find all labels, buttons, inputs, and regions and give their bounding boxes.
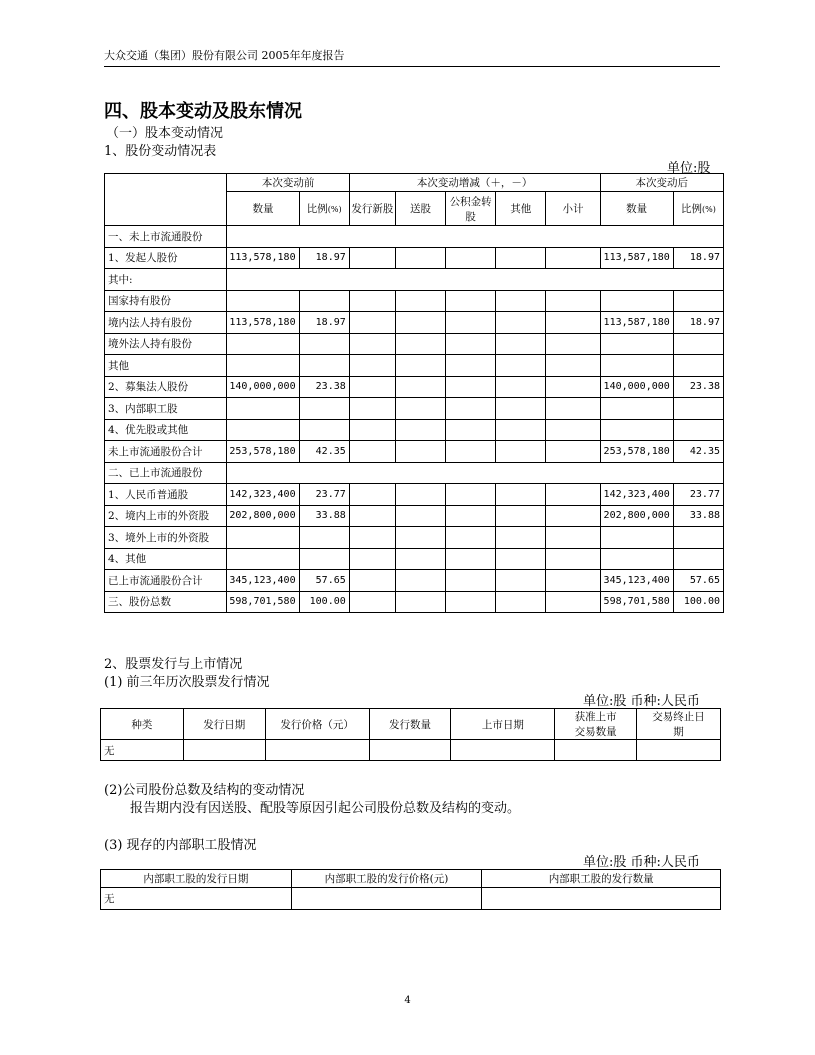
pct-label: (%) xyxy=(327,205,342,214)
header-new-shares: 发行新股 xyxy=(349,192,395,226)
ratio-label: 比例 xyxy=(306,203,328,215)
header-ratio xyxy=(299,192,349,226)
change-cell xyxy=(349,247,395,269)
table-row xyxy=(105,548,724,570)
emp-cell xyxy=(482,888,721,910)
change-cell xyxy=(546,398,600,420)
qty-after xyxy=(600,548,673,570)
subsection-title: （一）股本变动情况 xyxy=(106,126,224,141)
qty-after xyxy=(600,333,673,355)
qty-before: 113,578,180 xyxy=(227,312,299,334)
issue-h-qty: 发行数量 xyxy=(369,709,451,740)
ratio-after xyxy=(673,355,723,377)
header-change: 本次变动增减（＋，－） xyxy=(349,174,600,192)
change-cell xyxy=(446,398,496,420)
row-span-cell xyxy=(227,226,724,248)
ratio-after xyxy=(673,527,723,549)
change-cell xyxy=(395,570,445,592)
row-span-cell xyxy=(227,462,724,484)
change-cell xyxy=(496,312,546,334)
row-label: 一、未上市流通股份 xyxy=(105,226,227,248)
change-cell xyxy=(496,247,546,269)
section-title: 四、股本变动及股东情况 xyxy=(104,101,302,122)
change-cell xyxy=(395,355,445,377)
ratio-after: 100.00 xyxy=(673,591,723,613)
issue-table xyxy=(100,708,721,761)
qty-after: 142,323,400 xyxy=(600,484,673,506)
row-label: 1、发起人股份 xyxy=(105,247,227,269)
issue-h-price: 发行价格（元） xyxy=(265,709,369,740)
change-cell xyxy=(446,548,496,570)
ratio-after: 23.77 xyxy=(673,484,723,506)
issue-unit: 单位:股 币种:人民币 xyxy=(583,694,700,709)
table-row xyxy=(105,269,724,291)
table-row xyxy=(105,462,724,484)
issue-h-date: 发行日期 xyxy=(183,709,265,740)
qty-after: 253,578,180 xyxy=(600,441,673,463)
issue-cell xyxy=(369,740,451,761)
change-cell xyxy=(446,484,496,506)
change-cell xyxy=(349,376,395,398)
change-cell xyxy=(395,591,445,613)
change-cell xyxy=(395,548,445,570)
qty-after xyxy=(600,419,673,441)
change-cell xyxy=(546,376,600,398)
qty-before xyxy=(227,333,299,355)
ratio-before xyxy=(299,548,349,570)
qty-after xyxy=(600,527,673,549)
row-label: 三、股份总数 xyxy=(105,591,227,613)
change-cell xyxy=(395,484,445,506)
table-row xyxy=(105,591,724,613)
emp-cell xyxy=(291,888,482,910)
ratio-before: 57.65 xyxy=(299,570,349,592)
qty-after: 598,701,580 xyxy=(600,591,673,613)
row-label: 国家持有股份 xyxy=(105,290,227,312)
qty-before: 142,323,400 xyxy=(227,484,299,506)
emp-h-date: 内部职工股的发行日期 xyxy=(101,870,292,888)
change-cell xyxy=(395,247,445,269)
change-cell xyxy=(546,290,600,312)
ratio-before xyxy=(299,333,349,355)
change-cell xyxy=(446,570,496,592)
qty-after: 202,800,000 xyxy=(600,505,673,527)
table-row xyxy=(105,484,724,506)
change-cell xyxy=(395,376,445,398)
qty-after: 113,587,180 xyxy=(600,247,673,269)
issue-h-type: 种类 xyxy=(101,709,184,740)
change-cell xyxy=(546,441,600,463)
change-cell xyxy=(349,484,395,506)
ratio-before: 18.97 xyxy=(299,247,349,269)
header-divider xyxy=(104,66,720,67)
row-span-cell xyxy=(227,269,724,291)
change-cell xyxy=(446,312,496,334)
pct-label-after: (%) xyxy=(701,205,716,214)
listed-a: 获准上市 xyxy=(574,711,617,723)
issue-h-end xyxy=(637,709,721,740)
change-cell xyxy=(546,355,600,377)
change-cell xyxy=(496,398,546,420)
qty-before xyxy=(227,398,299,420)
header-after: 本次变动后 xyxy=(600,174,723,192)
row-label: 二、已上市流通股份 xyxy=(105,462,227,484)
ratio-before: 100.00 xyxy=(299,591,349,613)
change-cell xyxy=(395,312,445,334)
ratio-before: 23.38 xyxy=(299,376,349,398)
ratio-before: 18.97 xyxy=(299,312,349,334)
header-qty-after: 数量 xyxy=(600,192,673,226)
qty-before: 140,000,000 xyxy=(227,376,299,398)
issue-h-listdate: 上市日期 xyxy=(451,709,555,740)
change-cell xyxy=(546,247,600,269)
change-cell xyxy=(349,591,395,613)
ratio-after xyxy=(673,333,723,355)
change-cell xyxy=(496,441,546,463)
ratio-before xyxy=(299,398,349,420)
change-cell xyxy=(496,290,546,312)
issue-cell xyxy=(265,740,369,761)
end-a: 交易终止日 xyxy=(652,711,705,723)
ratio-after: 18.97 xyxy=(673,247,723,269)
ratio-after: 18.97 xyxy=(673,312,723,334)
row-label: 3、内部职工股 xyxy=(105,398,227,420)
qty-before: 113,578,180 xyxy=(227,247,299,269)
ratio-after: 57.65 xyxy=(673,570,723,592)
qty-before xyxy=(227,290,299,312)
structure-title: (2)公司股份总数及结构的变动情况 xyxy=(104,783,305,798)
share-change-table xyxy=(104,173,724,613)
change-cell xyxy=(349,505,395,527)
structure-text: 报告期内没有因送股、配股等原因引起公司股份总数及结构的变动。 xyxy=(130,801,521,816)
qty-before: 202,800,000 xyxy=(227,505,299,527)
qty-after xyxy=(600,355,673,377)
employee-table xyxy=(100,869,721,910)
issue-row-value: 无 xyxy=(101,740,184,761)
change-cell xyxy=(349,527,395,549)
qty-after: 140,000,000 xyxy=(600,376,673,398)
change-cell xyxy=(496,484,546,506)
qty-after: 113,587,180 xyxy=(600,312,673,334)
change-cell xyxy=(546,419,600,441)
employee-title: (3) 现存的内部职工股情况 xyxy=(104,838,257,853)
ratio-after: 33.88 xyxy=(673,505,723,527)
qty-before: 598,701,580 xyxy=(227,591,299,613)
qty-after xyxy=(600,290,673,312)
ratio-before: 23.77 xyxy=(299,484,349,506)
change-cell xyxy=(446,290,496,312)
table-row xyxy=(105,333,724,355)
row-label: 已上市流通股份合计 xyxy=(105,570,227,592)
change-cell xyxy=(349,441,395,463)
row-label: 3、境外上市的外资股 xyxy=(105,527,227,549)
change-cell xyxy=(546,570,600,592)
issue-subtitle: (1) 前三年历次股票发行情况 xyxy=(104,675,270,690)
row-label: 境内法人持有股份 xyxy=(105,312,227,334)
change-cell xyxy=(349,398,395,420)
emp-h-qty: 内部职工股的发行数量 xyxy=(482,870,721,888)
row-label: 4、优先股或其他 xyxy=(105,419,227,441)
issue-h-listed-qty xyxy=(555,709,637,740)
change-cell xyxy=(496,355,546,377)
change-cell xyxy=(546,548,600,570)
qty-after xyxy=(600,398,673,420)
qty-before xyxy=(227,419,299,441)
ratio-after: 23.38 xyxy=(673,376,723,398)
ratio-before xyxy=(299,419,349,441)
change-cell xyxy=(446,355,496,377)
change-cell xyxy=(496,527,546,549)
row-label: 2、募集法人股份 xyxy=(105,376,227,398)
header-blank xyxy=(105,174,227,226)
change-cell xyxy=(349,333,395,355)
ratio-after xyxy=(673,398,723,420)
change-cell xyxy=(496,505,546,527)
row-label: 4、其他 xyxy=(105,548,227,570)
qty-before xyxy=(227,355,299,377)
change-cell xyxy=(446,591,496,613)
ratio-before xyxy=(299,527,349,549)
qty-after: 345,123,400 xyxy=(600,570,673,592)
table-row xyxy=(105,505,724,527)
emp-h-price: 内部职工股的发行价格(元) xyxy=(291,870,482,888)
change-cell xyxy=(546,591,600,613)
employee-unit: 单位:股 币种:人民币 xyxy=(583,855,700,870)
change-cell xyxy=(395,419,445,441)
row-label: 境外法人持有股份 xyxy=(105,333,227,355)
table-row xyxy=(105,398,724,420)
table-row xyxy=(105,290,724,312)
change-cell xyxy=(395,333,445,355)
issue-cell xyxy=(451,740,555,761)
change-cell xyxy=(496,548,546,570)
ratio-after xyxy=(673,548,723,570)
change-cell xyxy=(349,355,395,377)
change-cell xyxy=(496,591,546,613)
table-row xyxy=(105,355,724,377)
change-cell xyxy=(349,548,395,570)
change-cell xyxy=(446,527,496,549)
report-header: 大众交通（集团）股份有限公司 2005年年度报告 xyxy=(104,49,345,62)
qty-before xyxy=(227,548,299,570)
change-cell xyxy=(446,419,496,441)
end-b: 期 xyxy=(673,726,684,738)
change-cell xyxy=(349,570,395,592)
header-before: 本次变动前 xyxy=(227,174,349,192)
emp-row-value: 无 xyxy=(101,888,292,910)
change-cell xyxy=(546,527,600,549)
row-label: 1、人民币普通股 xyxy=(105,484,227,506)
qty-before: 345,123,400 xyxy=(227,570,299,592)
header-qty: 数量 xyxy=(227,192,299,226)
row-label: 未上市流通股份合计 xyxy=(105,441,227,463)
change-cell xyxy=(349,419,395,441)
table-row xyxy=(105,527,724,549)
change-cell xyxy=(446,333,496,355)
row-label: 其他 xyxy=(105,355,227,377)
ratio-before: 42.35 xyxy=(299,441,349,463)
change-cell xyxy=(496,570,546,592)
change-cell xyxy=(496,376,546,398)
change-cell xyxy=(546,505,600,527)
ratio-after xyxy=(673,290,723,312)
change-cell xyxy=(546,312,600,334)
issue-cell xyxy=(637,740,721,761)
table-row xyxy=(105,226,724,248)
header-ratio-after xyxy=(673,192,723,226)
table-row xyxy=(105,570,724,592)
ratio-after xyxy=(673,419,723,441)
table-title: 1、股份变动情况表 xyxy=(104,144,217,159)
ratio-label-after: 比例 xyxy=(680,203,702,215)
change-cell xyxy=(395,441,445,463)
ratio-before xyxy=(299,355,349,377)
issue-cell xyxy=(555,740,637,761)
header-reserve: 公积金转股 xyxy=(446,192,496,226)
table-row xyxy=(105,419,724,441)
header-subtotal: 小计 xyxy=(546,192,600,226)
change-cell xyxy=(349,312,395,334)
change-cell xyxy=(446,247,496,269)
change-cell xyxy=(546,333,600,355)
issue-section-title: 2、股票发行与上市情况 xyxy=(104,657,243,672)
ratio-after: 42.35 xyxy=(673,441,723,463)
change-cell xyxy=(446,376,496,398)
page-number: 4 xyxy=(404,995,411,1006)
table-row xyxy=(105,312,724,334)
table-row xyxy=(105,441,724,463)
change-cell xyxy=(395,398,445,420)
table-row xyxy=(105,247,724,269)
ratio-before xyxy=(299,290,349,312)
change-cell xyxy=(395,505,445,527)
header-other: 其他 xyxy=(496,192,546,226)
header-bonus: 送股 xyxy=(395,192,445,226)
change-cell xyxy=(546,484,600,506)
change-cell xyxy=(395,527,445,549)
ratio-before: 33.88 xyxy=(299,505,349,527)
issue-cell xyxy=(183,740,265,761)
qty-before xyxy=(227,527,299,549)
change-cell xyxy=(446,441,496,463)
row-label: 2、境内上市的外资股 xyxy=(105,505,227,527)
change-cell xyxy=(496,333,546,355)
change-cell xyxy=(349,290,395,312)
change-cell xyxy=(395,290,445,312)
row-label: 其中: xyxy=(105,269,227,291)
change-cell xyxy=(496,419,546,441)
listed-b: 交易数量 xyxy=(574,726,617,738)
table-unit: 单位:股 xyxy=(667,161,711,176)
qty-before: 253,578,180 xyxy=(227,441,299,463)
table-row xyxy=(105,376,724,398)
change-cell xyxy=(446,505,496,527)
